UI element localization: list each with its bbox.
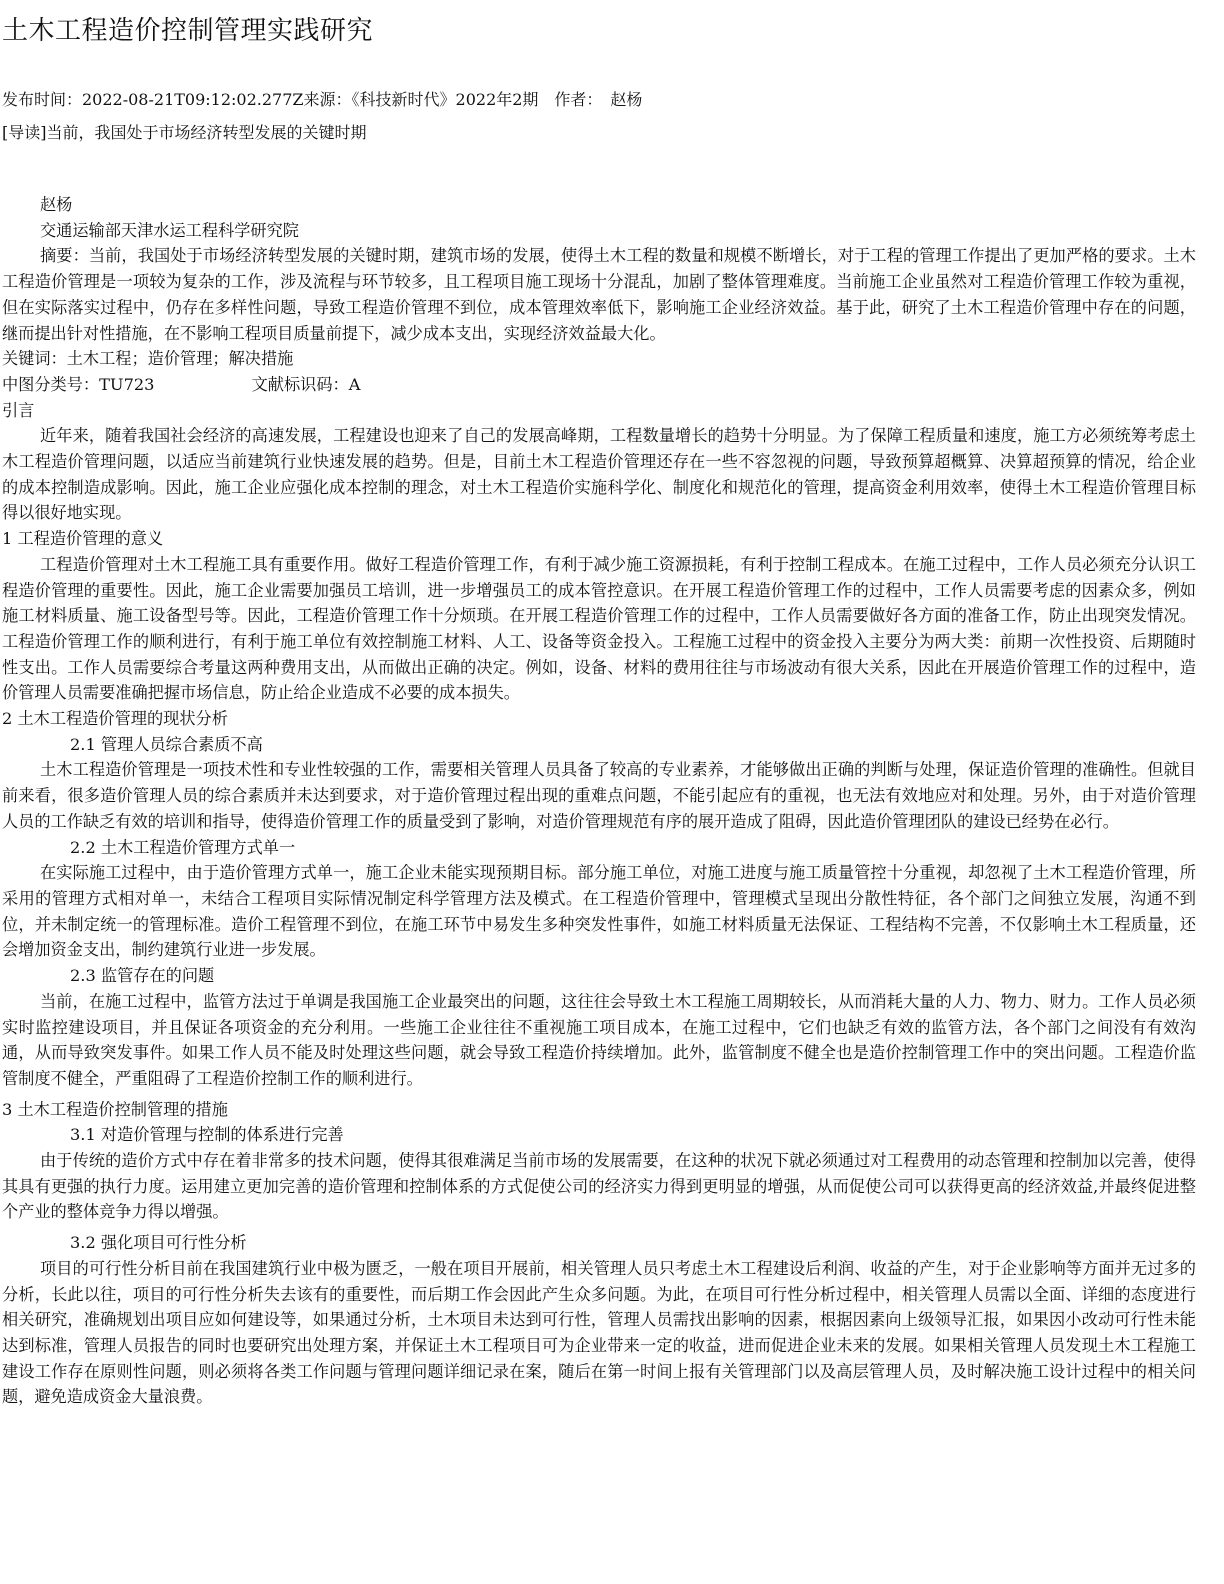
intro-paragraph: 近年来，随着我国社会经济的高速发展，工程建设也迎来了自己的发展高峰期，工程数量增长的趋势十分明显。为了保障工程质量和速度，施工方必须统筹考虑土木工程造价管理问题，以适应当前建筑行业快速发展的趋势。但是，目前土木工程造价管理还存在一些不容忽视的问题，导致预算超概算、决算超预算的情况，给企业的成本控制造成影响。因此，施工企业应强化成本控制的理念，对土木工程造价实施科学化、制度化和规范化的管理，提高资金利用效率，使得土木工程造价管理目标得以很好地实现。	[2, 426, 1196, 523]
section-2-3-heading: 2.3 监管存在的问题	[70, 966, 215, 986]
intro-heading: 引言	[2, 400, 35, 420]
article-title: 土木工程造价控制管理实践研究	[2, 16, 374, 46]
classification: 中图分类号：TU723 文献标识码：A	[2, 374, 361, 394]
author-affiliation: 交通运输部天津水运工程科学研究院	[40, 220, 299, 240]
section-3-1-paragraph: 由于传统的造价方式中存在着非常多的技术问题，使得其很难满足当前市场的发展需要，在这种的状况下就必须通过对工程费用的动态管理和控制加以完善，使得其具有更强的执行力度。运用建立更加完善的造价管理和控制体系的方式促使公司的经济实力得到更明显的增强，从而促使公司可以获得更高的经济效益,并最终促进整个产业的整体竞争力得以增强。	[2, 1151, 1196, 1222]
section-1-heading: 1 工程造价管理的意义	[2, 529, 164, 549]
section-3-1-heading: 3.1 对造价管理与控制的体系进行完善	[70, 1125, 344, 1145]
keywords: 关键词：土木工程；造价管理；解决措施	[2, 349, 294, 369]
section-3-2-heading: 3.2 强化项目可行性分析	[70, 1233, 247, 1253]
section-3-2-paragraph: 项目的可行性分析目前在我国建筑行业中极为匮乏，一般在项目开展前，相关管理人员只考虑土木工程建设后利润、收益的产生，对于企业影响等方面并无过多的分析，长此以往，项目的可行性分析失去该有的重要性，而后期工作会因此产生众多问题。为此，在项目可行性分析过程中，相关管理人员需以全面、详细的态度进行相关研究，准确规划出项目应如何建设等，如果通过分析，土木项目未达到可行性，管理人员需找出影响的因素，根据因素向上级领导汇报，如果因小改动可行性未能达到标准，管理人员报告的同时也要研究出处理方案，并保证土木工程项目可为企业带来一定的收益，进而促进企业未来的发展。如果相关管理人员发现土木工程施工建设工作存在原则性问题，则必须将各类工作问题与管理问题详细记录在案，随后在第一时间上报有关管理部门以及高层管理人员，及时解决施工设计过程中的相关问题，避免造成资金大量浪费。	[2, 1258, 1196, 1407]
article-lead: [导读]当前，我国处于市场经济转型发展的关键时期	[2, 123, 367, 142]
article-meta: 发布时间：2022-08-21T09:12:02.277Z来源：《科技新时代》2022年2期 作者： 赵杨	[2, 90, 643, 109]
article-body	[2, 192, 1196, 1410]
section-1-paragraph: 工程造价管理对土木工程施工具有重要作用。做好工程造价管理工作，有利于减少施工资源损耗，有利于控制工程成本。在施工过程中，工作人员必须充分认识工程造价管理的重要性。因此，施工企业需要加强员工培训，进一步增强员工的成本管控意识。在开展工程造价管理工作的过程中，工作人员需要考虑的因素众多，例如施工材料质量、施工设备型号等。因此，工程造价管理工作十分烦琐。在开展工程造价管理工作的过程中，工作人员需要做好各方面的准备工作，防止出现突发情况。工程造价管理工作的顺利进行，有利于施工单位有效控制施工材料、人工、设备等资金投入。工程施工过程中的资金投入主要分为两大类：前期一次性投资、后期随时性支出。工作人员需要综合考量这两种费用支出，从而做出正确的决定。例如，设备、材料的费用往往与市场波动有很大关系，因此在开展造价管理工作的过程中，造价管理人员需要准确把握市场信息，防止给企业造成不必要的成本损失。	[2, 554, 1196, 703]
section-2-heading: 2 土木工程造价管理的现状分析	[2, 709, 228, 729]
section-2-1-paragraph: 土木工程造价管理是一项技术性和专业性较强的工作，需要相关管理人员具备了较高的专业素养，才能够做出正确的判断与处理，保证造价管理的准确性。但就目前来看，很多造价管理人员的综合素质并未达到要求，对于造价管理过程出现的重难点问题，不能引起应有的重视，也无法有效地应对和处理。另外，由于对造价管理人员的工作缺乏有效的培训和指导，使得造价管理工作的质量受到了影响，对造价管理规范有序的展开造成了阻碍，因此造价管理团队的建设已经势在必行。	[2, 760, 1196, 831]
abstract: 摘要：当前，我国处于市场经济转型发展的关键时期，建筑市场的发展，使得土木工程的数量和规模不断增长，对于工程的管理工作提出了更加严格的要求。土木工程造价管理是一项较为复杂的工作，涉及流程与环节较多，且工程项目施工现场十分混乱，加剧了整体管理难度。当前施工企业虽然对工程造价管理工作较为重视，但在实际落实过程中，仍存在多样性问题，导致工程造价管理不到位，成本管理效率低下，影响施工企业经济效益。基于此，研究了土木工程造价管理中存在的问题，继而提出针对性措施，在不影响工程项目质量前提下，减少成本支出，实现经济效益最大化。	[2, 246, 1196, 343]
author-name: 赵杨	[40, 195, 73, 214]
section-2-2-paragraph: 在实际施工过程中，由于造价管理方式单一，施工企业未能实现预期目标。部分施工单位，对施工进度与施工质量管控十分重视，却忽视了土木工程造价管理，所采用的管理方式相对单一，未结合工程项目实际情况制定科学管理方法及模式。在工程造价管理中，管理模式呈现出分散性特征，各个部门之间独立发展，沟通不到位，并未制定统一的管理标准。造价工程管理不到位，在施工环节中易发生多种突发性事件，如施工材料质量无法保证、工程结构不完善，不仅影响土木工程质量，还会增加资金支出，制约建筑行业进一步发展。	[2, 863, 1196, 960]
section-2-1-heading: 2.1 管理人员综合素质不高	[70, 734, 263, 754]
section-2-3-paragraph: 当前，在施工过程中，监管方法过于单调是我国施工企业最突出的问题，这往往会导致土木工程施工周期较长，从而消耗大量的人力、物力、财力。工作人员必须实时监控建设项目，并且保证各项资金的充分利用。一些施工企业往往不重视施工项目成本，在施工过程中，它们也缺乏有效的监管方法，各个部门之间没有有效沟通，从而导致突发事件。如果工作人员不能及时处理这些问题，就会导致工程造价持续增加。此外，监管制度不健全也是造价控制管理工作中的突出问题。工程造价监管制度不健全，严重阻碍了工程造价控制工作的顺利进行。	[2, 991, 1196, 1088]
section-3-heading: 3 土木工程造价控制管理的措施	[2, 1099, 228, 1119]
section-2-2-heading: 2.2 土木工程造价管理方式单一	[70, 837, 296, 857]
